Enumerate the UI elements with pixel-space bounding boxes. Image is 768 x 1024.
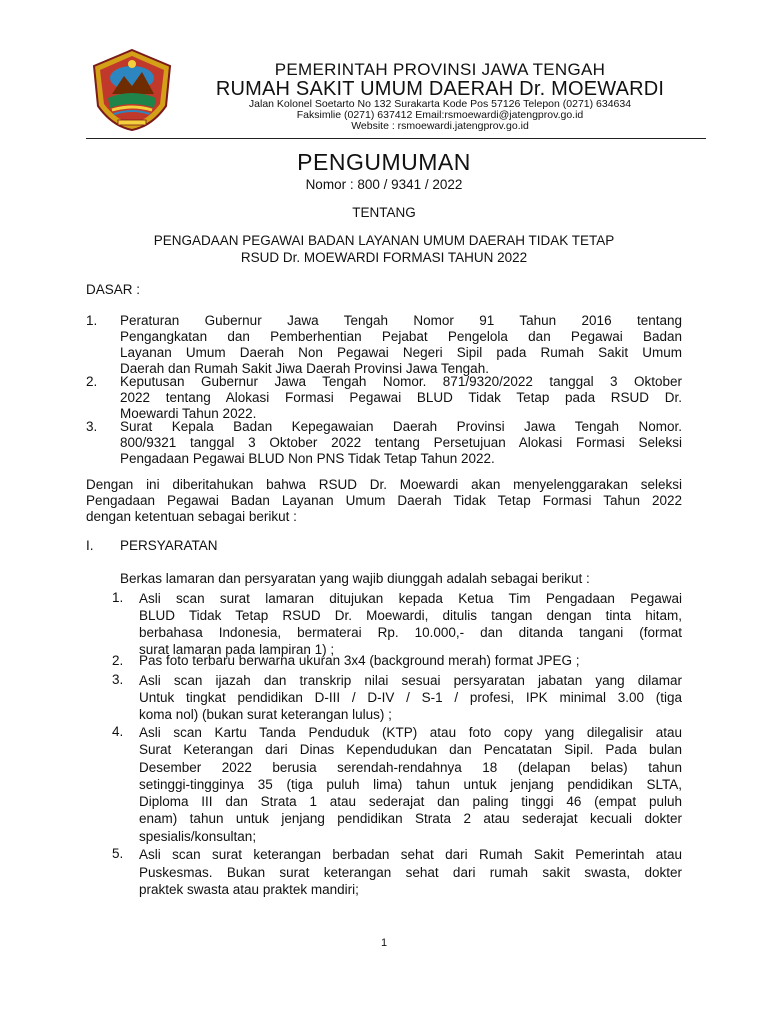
text-line: Pengangkatan dan Pemberhentian Pejabat Pengelola dan Pegawai Badan: [120, 329, 682, 344]
intro-paragraph: [86, 477, 682, 525]
text-line: praktek swasta atau praktek mandiri;: [139, 882, 359, 897]
header-address: Jalan Kolonel Soetarto No 132 Surakarta Kode Pos 57126 Telepon (0271) 634634: [248, 98, 632, 110]
text-line: dengan ketentuan sebagai berikut :: [86, 509, 297, 524]
text-line: Diploma III dan Strata 1 atau sederajat dan paling tinggi 46 (empat puluh: [139, 794, 682, 810]
list-number: 4.: [112, 724, 124, 739]
list-item: [120, 374, 682, 422]
text-line: spesialis/konsultan;: [139, 828, 257, 844]
text-line: Puskesmas. Bukan surat keterangan sehat dari rumah sakit swasta, dokter: [139, 864, 682, 880]
text-line: 800/9321 tanggal 3 Oktober 2022 tentang Persetujuan Alokasi Formasi Seleksi: [120, 435, 682, 450]
text-line: Dengan ini diberitahukan bahwa RSUD Dr. Moewardi akan menyelenggarakan seleksi: [86, 477, 682, 492]
text-line: Asli scan surat lamaran ditujukan kepada Ketua Tim Pengadaan Pegawai: [139, 591, 682, 606]
header-website: Website : rsmoewardi.jatengprov.go.id: [351, 120, 529, 132]
requirements-intro: Berkas lamaran dan persyaratan yang wajib diunggah adalah sebagai berikut :: [120, 571, 590, 586]
section-number: I.: [86, 538, 94, 553]
header-fax-email: Faksimlie (0271) 637412 Email:rsmoewardi@jatengprov.go.id: [296, 109, 584, 121]
province-coat-of-arms-icon: [90, 48, 174, 132]
list-number: 5.: [112, 846, 124, 861]
text-line: surat lamaran pada lampiran 1) ;: [139, 642, 335, 657]
list-item: [139, 724, 682, 845]
tentang-label: TENTANG: [352, 205, 416, 220]
text-line: Desember 2022 berusia serendah-rendahnya 18 (delapan belas) tahun: [139, 759, 682, 775]
section-heading: PERSYARATAN: [120, 538, 218, 553]
list-number: 3.: [112, 672, 124, 687]
list-number: 1.: [86, 313, 98, 328]
subject-line: RSUD Dr. MOEWARDI FORMASI TAHUN 2022: [240, 250, 528, 265]
text-line: Peraturan Gubernur Jawa Tengah Nomor 91 Tahun 2016 tentang: [120, 313, 682, 328]
text-line: Asli scan surat keterangan berbadan sehat dari Rumah Sakit Pemerintah atau: [139, 847, 682, 862]
page-number: 1: [380, 937, 388, 949]
list-item: [139, 672, 682, 723]
text-line: Layanan Umum Daerah Non Pegawai Negeri Sipil pada Rumah Sakit Umum: [120, 345, 682, 360]
dasar-label: DASAR :: [86, 282, 141, 297]
page-title: PENGUMUMAN: [297, 149, 471, 175]
text-line: koma nol) (bukan surat keterangan lulus) ;: [139, 707, 392, 722]
text-line: Surat Kepala Badan Kepegawaian Daerah Provinsi Jawa Tengah Nomor.: [120, 419, 682, 434]
text-line: Asli scan Kartu Tanda Penduduk (KTP) atau foto copy yang dilegalisir atau: [139, 725, 682, 740]
text-line: setinggi-tingginya 35 (tiga puluh lima) tahun untuk jenjang pendidikan SLTA,: [139, 776, 682, 792]
list-item: [139, 653, 682, 669]
list-item: [139, 590, 682, 658]
header-hospital-name: RUMAH SAKIT UMUM DAERAH Dr. MOEWARDI: [215, 78, 665, 100]
document-number: Nomor : 800 / 9341 / 2022: [305, 177, 463, 192]
list-number: 2.: [86, 374, 98, 389]
text-line: enam) tahun untuk jenjang pendidikan Strata 2 atau sederajat kecuali dokter: [139, 811, 682, 827]
list-number: 2.: [112, 653, 124, 668]
list-item: [120, 313, 682, 377]
text-line: Pengadaan Pegawai Badan Layanan Umum Daerah Tidak Tetap Formasi Tahun 2022: [86, 493, 682, 508]
text-line: Pas foto terbaru berwarna ukuran 3x4 (background merah) format JPEG ;: [139, 653, 580, 668]
text-line: Keputusan Gubernur Jawa Tengah Nomor. 871/9320/2022 tanggal 3 Oktober: [120, 374, 682, 389]
list-item: [120, 419, 682, 467]
text-line: BLUD Tidak Tetap RSUD Dr. Moewardi, ditulis tangan dengan tinta hitam,: [139, 608, 682, 623]
text-line: 2022 tentang Alokasi Formasi Pegawai BLUD Tidak Tetap pada RSUD Dr.: [120, 390, 682, 405]
text-line: berbahasa Indonesia, bermaterai Rp. 10.000,- dan ditanda tangani (format: [139, 625, 682, 640]
text-line: Daerah dan Rumah Sakit Jiwa Daerah Provinsi Jawa Tengah.: [120, 361, 489, 376]
text-line: Moewardi Tahun 2022.: [120, 406, 257, 421]
list-number: 1.: [112, 590, 124, 605]
header-divider: [86, 138, 706, 139]
text-line: Asli scan ijazah dan transkrip nilai sesuai persyaratan jabatan yang dilamar: [139, 673, 682, 688]
text-line: Pengadaan Pegawai BLUD Non PNS Tidak Tetap Tahun 2022.: [120, 451, 495, 466]
text-line: Untuk tingkat pendidikan D-III / D-IV / S-1 / profesi, IPK minimal 3.00 (tiga: [139, 690, 682, 705]
text-line: Surat Keterangan dari Dinas Kependudukan dan Pencatatan Sipil. Pada bulan: [139, 742, 682, 758]
list-number: 3.: [86, 419, 98, 434]
header-government-line: PEMERINTAH PROVINSI JAWA TENGAH: [274, 60, 606, 79]
list-item: [139, 846, 682, 899]
subject-line: PENGADAAN PEGAWAI BADAN LAYANAN UMUM DAERAH TIDAK TETAP: [153, 233, 615, 248]
